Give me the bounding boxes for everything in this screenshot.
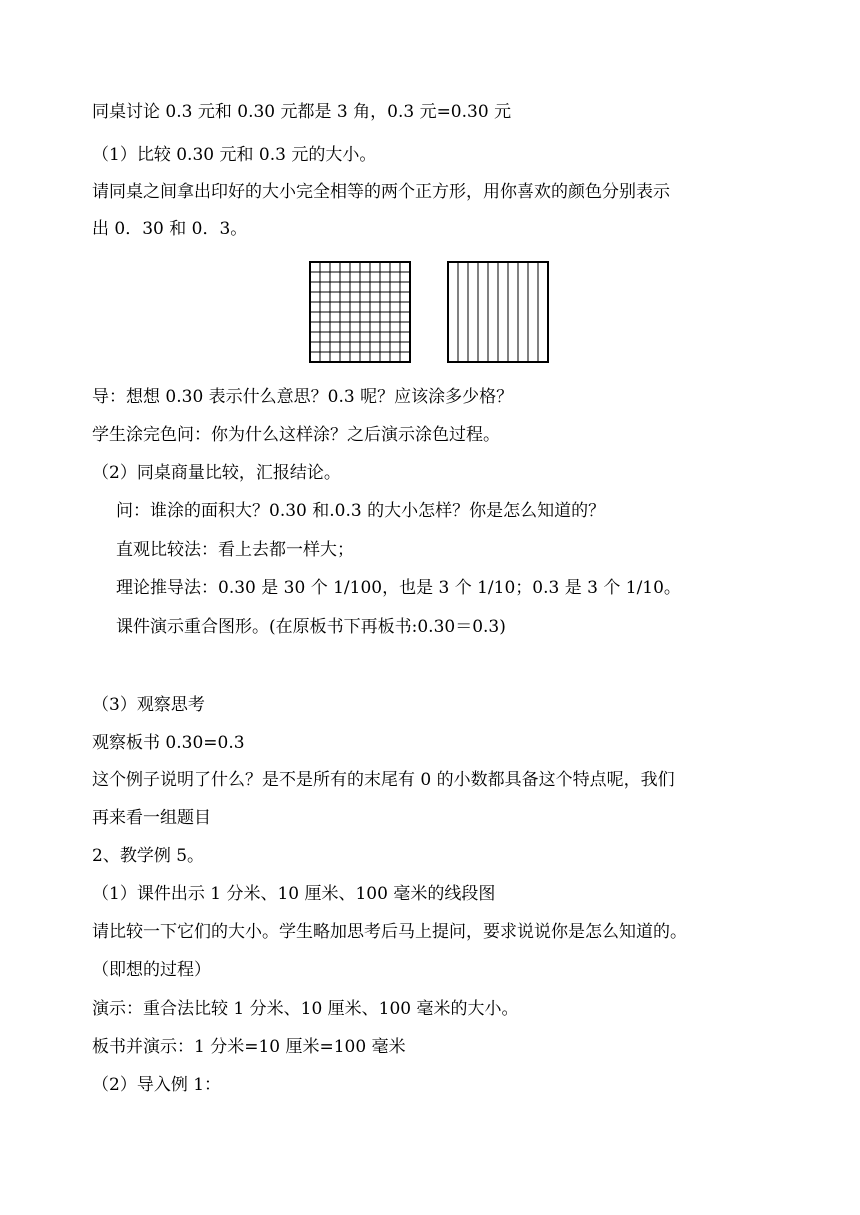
text-line: （2）导入例 1： (92, 1075, 222, 1095)
text-line: 请同桌之间拿出印好的大小完全相等的两个正方形，用你喜欢的颜色分别表示 (92, 182, 670, 202)
text-line: 观察板书 0.30=0.3 (92, 733, 245, 753)
text-line: 直观比较法：看上去都一样大； (116, 540, 354, 560)
squares-svg (306, 258, 556, 368)
text-line: 学生涂完色问：你为什么这样涂？之后演示涂色过程。 (92, 425, 500, 445)
text-line: 请比较一下它们的大小。学生略加思考后马上提问，要求说说你是怎么知道的。 (92, 922, 687, 942)
text-line: 课件演示重合图形。(在原板书下再板书:0.30＝0.3) (116, 617, 506, 637)
text-line: 出 0．30 和 0．3。 (92, 219, 248, 239)
text-line: （2）同桌商量比较，汇报结论。 (92, 463, 341, 483)
text-line: （1）课件出示 1 分米、10 厘米、100 毫米的线段图 (92, 884, 496, 904)
comparison-figure (306, 258, 556, 368)
text-line: 导：想想 0.30 表示什么意思？0.3 呢？应该涂多少格？ (92, 387, 514, 407)
text-line: 理论推导法：0.30 是 30 个 1/100，也是 3 个 1/10；0.3 是 3 个 1/10。 (116, 578, 681, 598)
hundredths-grid-square (310, 262, 410, 362)
tenths-strip-square (448, 262, 548, 362)
text-line: 这个例子说明了什么？是不是所有的末尾有 0 的小数都具备这个特点呢，我们 (92, 770, 675, 790)
text-line: 板书并演示：1 分米=10 厘米=100 毫米 (92, 1037, 406, 1057)
text-line: 演示：重合法比较 1 分米、10 厘米、100 毫米的大小。 (92, 999, 519, 1019)
text-line: 同桌讨论 0.3 元和 0.30 元都是 3 角，0.3 元=0.30 元 (92, 102, 512, 122)
text-line: （即想的过程） (92, 960, 211, 980)
text-line: （1）比较 0.30 元和 0.3 元的大小。 (92, 145, 377, 165)
text-line: （3）观察思考 (92, 695, 205, 715)
text-line: 再来看一组题目 (92, 808, 211, 828)
text-line: 2、教学例 5。 (92, 846, 205, 866)
text-line: 问：谁涂的面积大？0.30 和.0.3 的大小怎样？你是怎么知道的？ (116, 501, 606, 521)
